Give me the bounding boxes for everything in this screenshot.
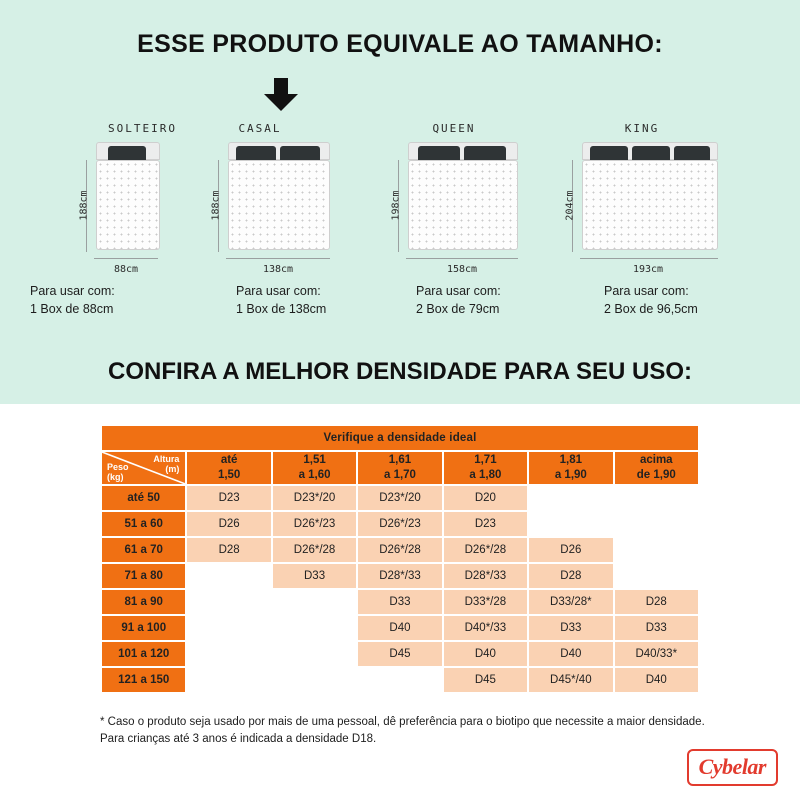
density-cell (614, 511, 699, 537)
density-cell: D40 (614, 667, 699, 693)
brand-logo (687, 749, 778, 786)
density-cell: D40 (443, 641, 528, 667)
density-cell: D26*/28 (272, 537, 357, 563)
density-cell (186, 641, 271, 667)
density-cell (186, 563, 271, 589)
row-header: 121 a 150 (101, 667, 186, 693)
column-header: acima de 1,90 (614, 451, 699, 485)
dimension-rule-horizontal (580, 258, 718, 259)
use-with-label: Para usar com: (604, 284, 689, 298)
use-with-value: 2 Box de 96,5cm (604, 302, 698, 316)
bed-label: SOLTEIRO (108, 122, 177, 135)
table-row (101, 563, 699, 589)
brand-name: Cybelar (698, 754, 766, 779)
axis-label-altura: Altura (m) (153, 454, 180, 474)
density-table-title: Verifique a densidade ideal (101, 425, 699, 451)
bed-height-label: 188cm (210, 190, 222, 221)
mattress (408, 160, 518, 250)
density-cell: D45 (357, 641, 442, 667)
density-cell: D33 (272, 563, 357, 589)
bed-sizes-group (0, 110, 800, 330)
bed-block-queen (386, 110, 571, 330)
bed-height-label: 204cm (564, 190, 576, 221)
density-cell: D33 (528, 615, 613, 641)
dimension-rule-horizontal (226, 258, 330, 259)
axis-label-peso: Peso (kg) (107, 462, 129, 482)
column-header: 1,81 a 1,90 (528, 451, 613, 485)
density-cell (614, 537, 699, 563)
density-cell (272, 667, 357, 693)
density-cell: D20 (443, 485, 528, 511)
density-cell: D23*/20 (272, 485, 357, 511)
density-cell: D33*/28 (443, 589, 528, 615)
table-title-row (101, 425, 699, 451)
density-cell: D26 (528, 537, 613, 563)
density-cell: D33 (357, 589, 442, 615)
row-header: 91 a 100 (101, 615, 186, 641)
footnotes (100, 714, 720, 748)
density-cell (528, 485, 613, 511)
density-panel (0, 404, 800, 800)
density-cell: D40 (357, 615, 442, 641)
dimension-rule-horizontal (94, 258, 158, 259)
row-header: até 50 (101, 485, 186, 511)
density-cell (272, 641, 357, 667)
row-header: 101 a 120 (101, 641, 186, 667)
use-with-value: 2 Box de 79cm (416, 302, 500, 316)
row-header: 61 a 70 (101, 537, 186, 563)
density-cell: D40*/33 (443, 615, 528, 641)
table-row (101, 485, 699, 511)
column-header: 1,61 a 1,70 (357, 451, 442, 485)
table-row (101, 641, 699, 667)
column-header: 1,71 a 1,80 (443, 451, 528, 485)
table-row (101, 511, 699, 537)
density-cell: D28*/33 (357, 563, 442, 589)
table-header-row (101, 451, 699, 485)
density-cell: D33/28* (528, 589, 613, 615)
table-row (101, 537, 699, 563)
use-with-label: Para usar com: (30, 284, 115, 298)
density-cell: D23 (443, 511, 528, 537)
density-cell: D33 (614, 615, 699, 641)
section2-title: CONFIRA A MELHOR DENSIDADE PARA SEU USO: (107, 358, 692, 385)
footnote-line-2: Para crianças até 3 anos é indicada a densidade D18. (100, 733, 377, 745)
bed-height-label: 188cm (78, 190, 90, 221)
density-cell: D45 (443, 667, 528, 693)
bed-width-label: 88cm (113, 264, 139, 275)
table-row (101, 615, 699, 641)
use-with-value: 1 Box de 138cm (236, 302, 327, 316)
density-cell (272, 615, 357, 641)
dimension-rule-horizontal (406, 258, 518, 259)
mattress (96, 160, 160, 250)
density-cell: D45*/40 (528, 667, 613, 693)
density-cell: D40/33* (614, 641, 699, 667)
density-cell (528, 511, 613, 537)
density-cell: D23*/20 (357, 485, 442, 511)
density-cell (614, 485, 699, 511)
arrow-down-icon (262, 78, 300, 112)
bed-width-label: 138cm (262, 264, 294, 275)
bed-width-label: 158cm (446, 264, 478, 275)
density-cell: D26*/23 (357, 511, 442, 537)
density-cell: D28*/33 (443, 563, 528, 589)
footnote-line-1: * Caso o produto seja usado por mais de uma pessoal, dê preferência para o biotipo que necessite a maior densidade. (100, 716, 705, 728)
density-table-wrapper (100, 424, 700, 694)
bed-height-label: 198cm (390, 190, 402, 221)
density-cell: D26*/28 (357, 537, 442, 563)
mattress (582, 160, 718, 250)
use-with-label: Para usar com: (416, 284, 501, 298)
density-cell: D26*/23 (272, 511, 357, 537)
mattress (228, 160, 330, 250)
density-cell: D40 (528, 641, 613, 667)
row-header: 51 a 60 (101, 511, 186, 537)
bed-label: KING (624, 122, 660, 135)
density-cell: D26*/28 (443, 537, 528, 563)
density-cell: D28 (186, 537, 271, 563)
column-header: 1,51 a 1,60 (272, 451, 357, 485)
use-with-label: Para usar com: (236, 284, 321, 298)
density-cell: D23 (186, 485, 271, 511)
row-header: 71 a 80 (101, 563, 186, 589)
bed-block-casal (208, 110, 393, 330)
density-cell: D28 (614, 589, 699, 615)
axis-corner-cell (101, 451, 186, 485)
bed-label: CASAL (238, 122, 282, 135)
bed-block-king (560, 110, 775, 330)
row-header: 81 a 90 (101, 589, 186, 615)
density-cell (357, 667, 442, 693)
density-table (100, 424, 700, 694)
density-cell (614, 563, 699, 589)
density-cell (272, 589, 357, 615)
density-cell: D28 (528, 563, 613, 589)
density-cell (186, 589, 271, 615)
use-with-value: 1 Box de 88cm (30, 302, 114, 316)
table-row (101, 589, 699, 615)
bed-width-label: 193cm (632, 264, 664, 275)
section1-title: ESSE PRODUTO EQUIVALE AO TAMANHO: (137, 30, 663, 58)
density-cell (186, 667, 271, 693)
bed-label: QUEEN (432, 122, 476, 135)
table-row (101, 667, 699, 693)
density-cell (186, 615, 271, 641)
density-cell: D26 (186, 511, 271, 537)
column-header: até 1,50 (186, 451, 271, 485)
